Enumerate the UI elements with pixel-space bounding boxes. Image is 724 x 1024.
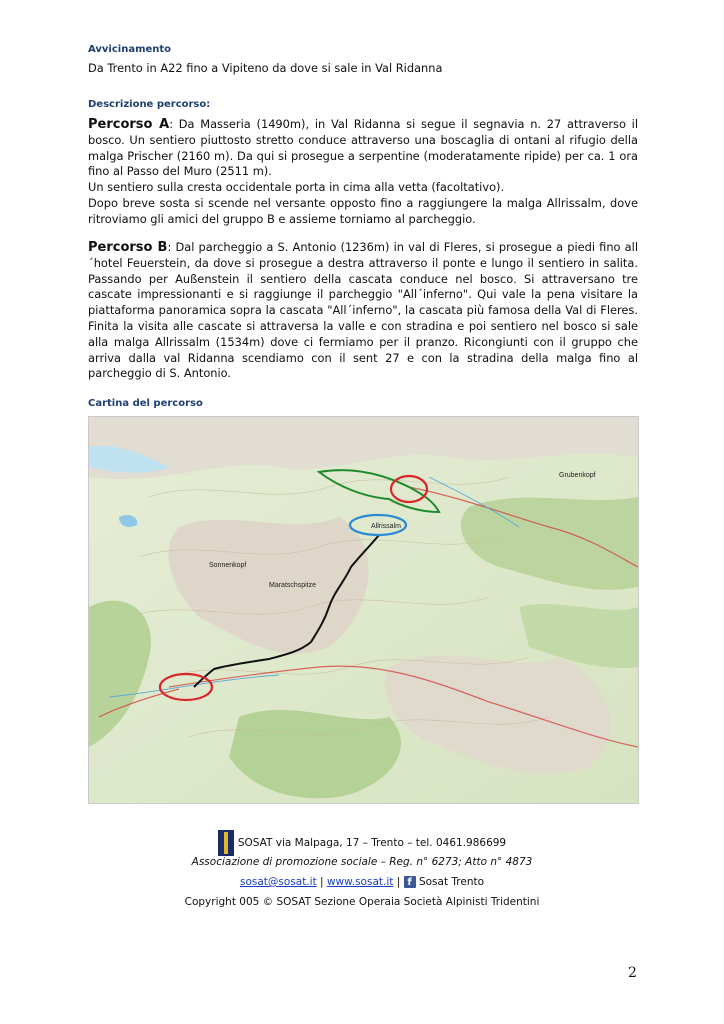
footer-org-text: SOSAT via Malpaga, 17 – Trento – tel. 0461.986699 (237, 837, 507, 849)
footer-assoc-line: Associazione di promozione sociale – Reg. n° 6273; Atto n° 4873 (191, 856, 533, 868)
footer-copyright: Copyright 005 © SOSAT Sezione Operaia Società Alpinisti Tridentini (184, 896, 540, 908)
route-map-svg (89, 417, 638, 803)
map-heading: Cartina del percorso (88, 398, 203, 409)
sosat-logo-icon (218, 830, 234, 856)
route-a-label: Percorso A (88, 117, 170, 132)
map-label-sonnenkopf: Sonnenkopf (209, 562, 247, 569)
route-map (88, 416, 639, 804)
approach-heading: Avvicinamento (88, 44, 172, 55)
route-a-line-2: Un sentiero sulla cresta occidentale porta in cima alla vetta (facoltativo). (88, 180, 505, 195)
footer-org-line (0, 830, 724, 856)
footer-links (0, 876, 724, 888)
route-a-paragraph (88, 117, 638, 228)
route-b-paragraph (88, 240, 638, 382)
separator-2: | (396, 876, 401, 888)
route-a-line-3: Dopo breve sosta si scende nel versante opposto fino a raggiungere la malga Allrissalm, dove ritroviamo gli amici del gruppo B e assieme torniamo al parcheggio. (88, 195, 638, 226)
description-heading: Descrizione percorso: (88, 99, 211, 110)
page-number: 2 (628, 965, 637, 981)
route-b-text: : Dal parcheggio a S. Antonio (1236m) in val di Fleres, si prosegue a piedi fino all´hotel Feuerstein, da dove si prosegue a destra attraverso il ponte e lungo il sentiero in salita. Passando per Außenstein il sentiero della cascata conduce nel bosco. Si attraversano tre cascate impressionanti e si raggiunge il parcheggio "All´inferno". Qui vale la pena visitare la piattaforma panoramica sopra la cascata "All´inferno", la cascata più famosa della Val di Fleres. Finita la visita alle cascate si attraversa la valle e con stradina e poi sentiero nel bosco si sale alla malga Allrissalm (1534m) dove ci fermiamo per il pranzo. Ricongiunti con il gruppo che arriva dalla val Ridanna scendiamo con il sent 27 e con la stradina della malga fino al parcheggio di S. Antonio. (88, 240, 638, 381)
map-label-allrissalm: Allrissalm (371, 523, 401, 530)
website-link[interactable]: www.sosat.it (326, 876, 394, 888)
map-label-grubenkopf: Grubenkopf (559, 472, 596, 479)
route-a-line-1: : Da Masseria (1490m), in Val Ridanna si segue il segnavia n. 27 attraverso il bosco. Un sentiero piuttosto stretto conduce attraverso una boscaglia di ontani al rifugio della malga Prischer (2160 m). Da qui si prosegue a serpentine (moderatamente ripide) per ca. 1 ora fino al Passo del Muro (2511 m). (88, 117, 638, 179)
map-label-maratschspitze: Maratschspitze (269, 582, 317, 589)
separator-1: | (320, 876, 324, 888)
facebook-icon[interactable]: f (404, 876, 416, 888)
email-link[interactable]: sosat@sosat.it (239, 876, 317, 888)
facebook-label[interactable]: Sosat Trento (418, 876, 485, 888)
approach-text: Da Trento in A22 fino a Vipiteno da dove si sale in Val Ridanna (88, 61, 443, 75)
route-b-label: Percorso B (88, 240, 168, 255)
